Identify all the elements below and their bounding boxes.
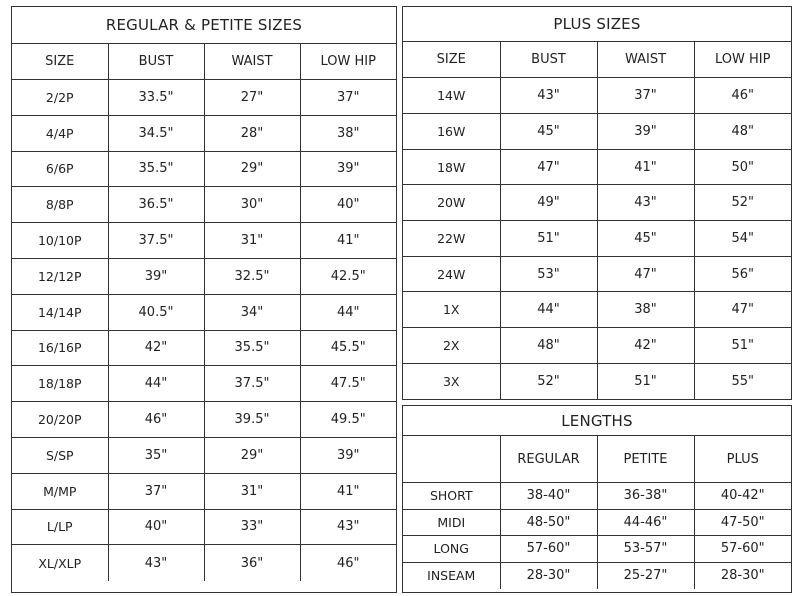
measurement-cell: 52" (694, 185, 791, 221)
table-row (12, 187, 396, 223)
column-header-waist: WAIST (597, 42, 694, 78)
column-header-petite: PETITE (597, 436, 694, 483)
table-row (12, 545, 396, 581)
measurement-cell: 43" (597, 185, 694, 221)
row-label-cell: 18W (403, 149, 500, 185)
measurement-cell: 28-30" (694, 562, 791, 589)
measurement-cell: 56" (694, 256, 791, 292)
measurement-cell: 31" (204, 223, 300, 259)
lengths-chart (402, 405, 792, 593)
table-row (403, 328, 791, 364)
measurement-cell: 48" (500, 328, 597, 364)
measurement-cell: 35.5" (204, 330, 300, 366)
measurement-cell: 46" (108, 402, 204, 438)
regular-petite-size-chart (11, 6, 397, 593)
measurement-cell: 29" (204, 437, 300, 473)
measurement-cell: 47.5" (300, 366, 396, 402)
measurement-cell: 47" (694, 292, 791, 328)
table-row (12, 366, 396, 402)
measurement-cell: 43" (108, 545, 204, 581)
row-label-cell: SHORT (403, 483, 500, 510)
row-label-cell: LONG (403, 536, 500, 563)
table-row (403, 221, 791, 257)
measurement-cell: 53" (500, 256, 597, 292)
plus-sizes-title: PLUS SIZES (403, 7, 791, 42)
column-header-low-hip: LOW HIP (300, 44, 396, 80)
table-row (403, 562, 791, 589)
measurement-cell: 37" (108, 473, 204, 509)
measurement-cell: 41" (597, 149, 694, 185)
row-label-cell: 8/8P (12, 187, 108, 223)
table-row (12, 509, 396, 545)
measurement-cell: 53-57" (597, 536, 694, 563)
measurement-cell: 42.5" (300, 258, 396, 294)
measurement-cell: 37.5" (108, 223, 204, 259)
measurement-cell: 44" (300, 294, 396, 330)
table-row (403, 483, 791, 510)
row-label-cell: 10/10P (12, 223, 108, 259)
measurement-cell: 28-30" (500, 562, 597, 589)
column-header-blank (403, 436, 500, 483)
table-row (12, 473, 396, 509)
row-label-cell: 16W (403, 114, 500, 150)
column-header-plus: PLUS (694, 436, 791, 483)
measurement-cell: 39" (597, 114, 694, 150)
measurement-cell: 55" (694, 363, 791, 399)
measurement-cell: 54" (694, 221, 791, 257)
measurement-cell: 46" (300, 545, 396, 581)
measurement-cell: 51" (500, 221, 597, 257)
measurement-cell: 57-60" (500, 536, 597, 563)
measurement-cell: 37.5" (204, 366, 300, 402)
plus-size-chart (402, 6, 792, 400)
row-label-cell: 4/4P (12, 115, 108, 151)
measurement-cell: 38" (597, 292, 694, 328)
measurement-cell: 34" (204, 294, 300, 330)
table-row (403, 185, 791, 221)
measurement-cell: 40" (300, 187, 396, 223)
measurement-cell: 39" (300, 151, 396, 187)
measurement-cell: 29" (204, 151, 300, 187)
table-row (403, 256, 791, 292)
measurement-cell: 40" (108, 509, 204, 545)
measurement-cell: 35" (108, 437, 204, 473)
table-row (403, 536, 791, 563)
table-row (12, 80, 396, 116)
table-row (12, 294, 396, 330)
table-header-row (403, 42, 791, 78)
table-row (12, 402, 396, 438)
table-row (403, 509, 791, 536)
measurement-cell: 42" (597, 328, 694, 364)
row-label-cell: XL/XLP (12, 545, 108, 581)
row-label-cell: 14W (403, 78, 500, 114)
measurement-cell: 31" (204, 473, 300, 509)
measurement-cell: 40.5" (108, 294, 204, 330)
measurement-cell: 47-50" (694, 509, 791, 536)
measurement-cell: 49" (500, 185, 597, 221)
table-row (403, 149, 791, 185)
measurement-cell: 30" (204, 187, 300, 223)
measurement-cell: 33" (204, 509, 300, 545)
table-row (12, 151, 396, 187)
column-header-size: SIZE (403, 42, 500, 78)
table-row (403, 363, 791, 399)
table-row (403, 78, 791, 114)
column-header-bust: BUST (108, 44, 204, 80)
row-label-cell: L/LP (12, 509, 108, 545)
measurement-cell: 36-38" (597, 483, 694, 510)
row-label-cell: 18/18P (12, 366, 108, 402)
plus-sizes-table (403, 42, 791, 399)
measurement-cell: 32.5" (204, 258, 300, 294)
measurement-cell: 44-46" (597, 509, 694, 536)
row-label-cell: 12/12P (12, 258, 108, 294)
measurement-cell: 40-42" (694, 483, 791, 510)
measurement-cell: 57-60" (694, 536, 791, 563)
measurement-cell: 37" (597, 78, 694, 114)
measurement-cell: 27" (204, 80, 300, 116)
lengths-table (403, 436, 791, 589)
measurement-cell: 34.5" (108, 115, 204, 151)
measurement-cell: 45.5" (300, 330, 396, 366)
measurement-cell: 38" (300, 115, 396, 151)
column-header-bust: BUST (500, 42, 597, 78)
measurement-cell: 28" (204, 115, 300, 151)
measurement-cell: 52" (500, 363, 597, 399)
row-label-cell: 14/14P (12, 294, 108, 330)
measurement-cell: 36.5" (108, 187, 204, 223)
row-label-cell: 6/6P (12, 151, 108, 187)
measurement-cell: 39" (108, 258, 204, 294)
row-label-cell: 22W (403, 221, 500, 257)
row-label-cell: 20W (403, 185, 500, 221)
lengths-title: LENGTHS (403, 406, 791, 436)
measurement-cell: 36" (204, 545, 300, 581)
row-label-cell: 24W (403, 256, 500, 292)
measurement-cell: 43" (300, 509, 396, 545)
measurement-cell: 44" (108, 366, 204, 402)
measurement-cell: 41" (300, 223, 396, 259)
table-header-row (403, 436, 791, 483)
table-row (12, 258, 396, 294)
measurement-cell: 45" (500, 114, 597, 150)
measurement-cell: 48-50" (500, 509, 597, 536)
row-label-cell: 2X (403, 328, 500, 364)
row-label-cell: MIDI (403, 509, 500, 536)
row-label-cell: INSEAM (403, 562, 500, 589)
measurement-cell: 45" (597, 221, 694, 257)
measurement-cell: 51" (694, 328, 791, 364)
column-header-regular: REGULAR (500, 436, 597, 483)
measurement-cell: 49.5" (300, 402, 396, 438)
measurement-cell: 41" (300, 473, 396, 509)
measurement-cell: 39.5" (204, 402, 300, 438)
measurement-cell: 42" (108, 330, 204, 366)
table-header-row (12, 44, 396, 80)
row-label-cell: 16/16P (12, 330, 108, 366)
measurement-cell: 48" (694, 114, 791, 150)
column-header-waist: WAIST (204, 44, 300, 80)
regular-petite-table (12, 44, 396, 581)
table-row (12, 115, 396, 151)
measurement-cell: 38-40" (500, 483, 597, 510)
row-label-cell: 1X (403, 292, 500, 328)
measurement-cell: 47" (597, 256, 694, 292)
measurement-cell: 50" (694, 149, 791, 185)
measurement-cell: 35.5" (108, 151, 204, 187)
measurement-cell: 37" (300, 80, 396, 116)
measurement-cell: 44" (500, 292, 597, 328)
column-header-low-hip: LOW HIP (694, 42, 791, 78)
regular-petite-title: REGULAR & PETITE SIZES (12, 7, 396, 44)
measurement-cell: 39" (300, 437, 396, 473)
measurement-cell: 33.5" (108, 80, 204, 116)
measurement-cell: 51" (597, 363, 694, 399)
row-label-cell: 3X (403, 363, 500, 399)
table-row (12, 223, 396, 259)
row-label-cell: M/MP (12, 473, 108, 509)
row-label-cell: 2/2P (12, 80, 108, 116)
table-row (12, 330, 396, 366)
table-row (403, 292, 791, 328)
measurement-cell: 25-27" (597, 562, 694, 589)
measurement-cell: 43" (500, 78, 597, 114)
table-row (403, 114, 791, 150)
table-row (12, 437, 396, 473)
column-header-size: SIZE (12, 44, 108, 80)
measurement-cell: 47" (500, 149, 597, 185)
measurement-cell: 46" (694, 78, 791, 114)
row-label-cell: 20/20P (12, 402, 108, 438)
row-label-cell: S/SP (12, 437, 108, 473)
